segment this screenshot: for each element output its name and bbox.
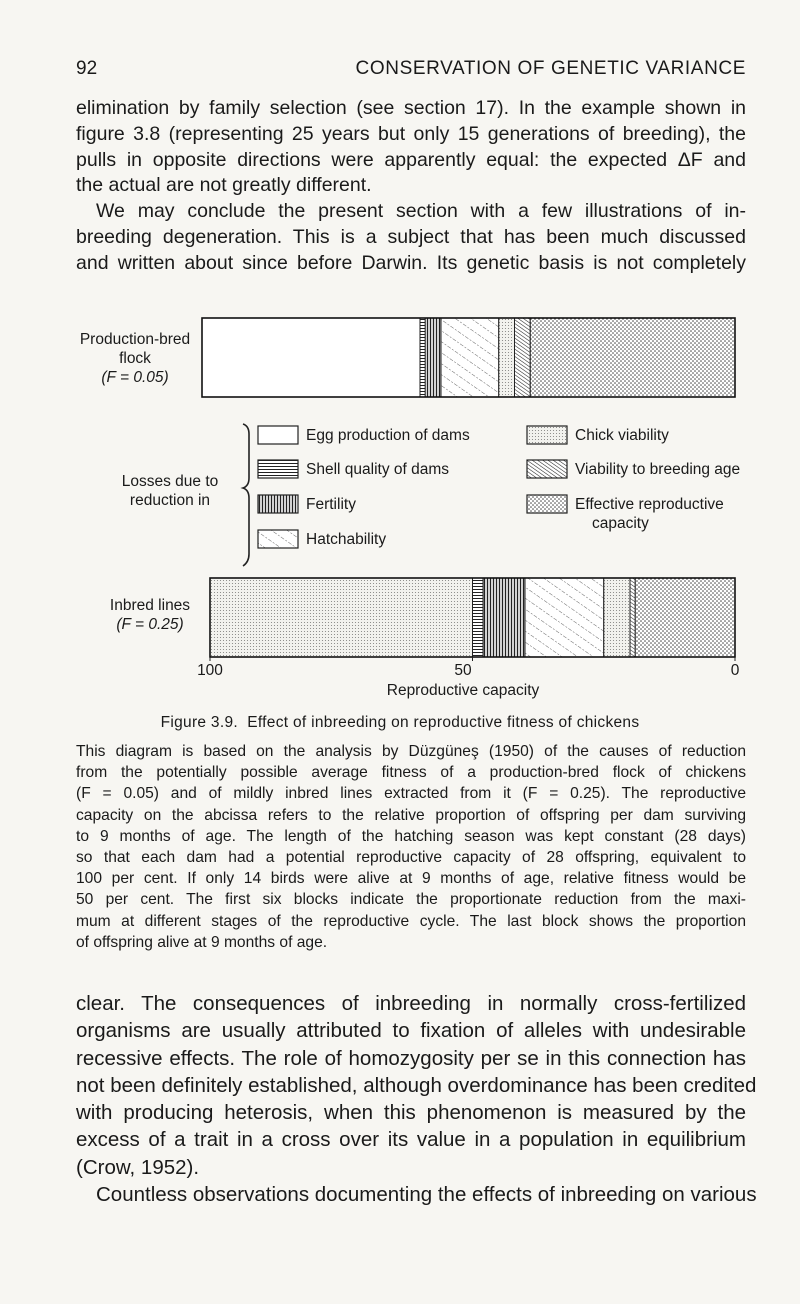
legend-swatch-viability [527, 460, 567, 478]
text-line: elimination by family selection (see section 17). In the example shown in [76, 97, 746, 119]
text-line: and written about since before Darwin. Its genetic basis is not completely [76, 251, 746, 274]
text-line: Countless observations documenting the effects of inbreeding on various [96, 1183, 757, 1207]
row-label-inbred [80, 596, 220, 634]
legend-label-chick: Chick viability [575, 427, 669, 444]
text-line: (Crow, 1952). [76, 1155, 200, 1179]
bar-segment-inbred-viability-to-breeding-age [630, 578, 635, 657]
bar-segment-production-bred-effective-reproductive-capacity [530, 318, 735, 397]
row-f-value-inbred: (F = 0.25) [116, 616, 184, 633]
page-number: 92 [76, 58, 98, 79]
legend-label-egg: Egg production of dams [306, 427, 470, 444]
tick-label-50: 50 [454, 662, 472, 679]
x-axis-label: Reproductive capacity [386, 682, 540, 699]
legend-swatch-chick [527, 426, 567, 444]
text-line: the actual are not greatly different. [76, 174, 372, 197]
caption-line: capacity on the abcissa refers to the relative proportion of offspring per dam surviving [76, 806, 746, 824]
caption-line: to 9 months of age. The length of the hatching season was kept constant (28 days) [76, 827, 746, 845]
figure-number: Figure 3.9. [160, 714, 238, 731]
text-line: We may conclude the present section with a few illustrations of in- [96, 200, 746, 223]
text-line: pulls in opposite directions were apparently equal: the expected ΔF and [76, 148, 746, 171]
legend-label-effective [575, 495, 724, 533]
tick-label-0: 0 [730, 662, 740, 679]
caption-line: from the potentially possible average fitness of a production-bred flock of chickens [76, 764, 746, 782]
text-line: breeding degeneration. This is a subject that has been much discussed [76, 225, 746, 248]
figure-title: Effect of inbreeding on reproductive fitness of chickens [247, 714, 640, 731]
bar-segment-production-bred-hatchability [441, 318, 499, 397]
caption-line: 100 per cent. If only 14 birds were alive at 9 months of age, relative fitness would be [76, 870, 746, 888]
row-name: Production-bred [79, 331, 191, 348]
caption-line: of offspring alive at 9 months of age. [76, 933, 328, 951]
row-f-value: (F = 0.05) [101, 369, 169, 386]
bar-segment-inbred-egg-production-of-dams [210, 578, 473, 657]
figure-caption-title [0, 714, 800, 732]
text-line: excess of a trait in a cross over its value in a population in equilibrium [76, 1128, 746, 1152]
text-line: with producing heterosis, when this phenomenon is measured by the [76, 1101, 746, 1125]
text-line: figure 3.8 (representing 25 years but only 15 generations of breeding), the [76, 122, 746, 145]
legend-label-fertility: Fertility [306, 496, 356, 513]
bar-segment-inbred-chick-viability [604, 578, 630, 657]
caption-line: (F = 0.05) and of mildly inbred lines extracted from it (F = 0.25). The reproductive [76, 785, 746, 803]
tick-label-100: 100 [197, 662, 223, 679]
caption-line: mum at different stages of the reproductive cycle. The last block shows the proportion [76, 912, 746, 930]
bar-segment-production-bred-shell-quality-of-dams [420, 318, 425, 397]
text-line: recessive effects. The role of homozygosity per se in this connection has [76, 1046, 746, 1070]
bar-segment-inbred-fertility [483, 578, 525, 657]
legend-label-hatch: Hatchability [306, 531, 387, 548]
bar-segment-inbred-shell-quality-of-dams [473, 578, 484, 657]
bar-segment-production-bred-egg-production-of-dams [202, 318, 420, 397]
bar-segment-production-bred-fertility [425, 318, 441, 397]
losses-label-line2: reduction in [129, 492, 211, 509]
legend-swatch-effective [527, 495, 567, 513]
legend-label-viability: Viability to breeding age [575, 461, 741, 478]
bar-segment-inbred-effective-reproductive-capacity [635, 578, 735, 657]
bar-segment-production-bred-chick-viability [499, 318, 515, 397]
legend-swatch-shell [258, 460, 298, 478]
legend-label-effective-1: Effective reproductive [575, 496, 724, 513]
bar-segment-inbred-hatchability [525, 578, 604, 657]
losses-label-line1: Losses due to [121, 473, 219, 490]
legend-label-effective-2: capacity [592, 515, 649, 532]
text-line: not been definitely established, although overdominance has been credited [76, 1073, 757, 1097]
text-line: organisms are usually attributed to fixation of alleles with undesirable [76, 1019, 746, 1043]
legend-swatch-hatch [258, 530, 298, 548]
row-name-2: flock [119, 350, 151, 367]
row-label-production-bred [60, 330, 210, 387]
legend-label-shell: Shell quality of dams [306, 461, 450, 478]
caption-line: This diagram is based on the analysis by Düzgüneş (1950) of the causes of reduction [76, 743, 746, 760]
bottom-paragraph [76, 990, 757, 1208]
running-title: CONSERVATION OF GENETIC VARIANCE [355, 58, 746, 79]
row-name-inbred: Inbred lines [109, 597, 191, 614]
losses-label [90, 472, 250, 510]
bar-segment-production-bred-viability-to-breeding-age [515, 318, 531, 397]
text-line: clear. The consequences of inbreeding in normally cross-fertilized [76, 992, 746, 1015]
caption-line: so that each dam had a potential reproductive capacity of 28 offspring, equivalent to [76, 848, 746, 866]
legend-swatch-egg [258, 426, 298, 444]
legend-swatch-fertility [258, 495, 298, 513]
figure-caption [76, 741, 746, 953]
caption-line: 50 per cent. The first six blocks indicate the proportionate reduction from the maxi- [76, 891, 746, 909]
